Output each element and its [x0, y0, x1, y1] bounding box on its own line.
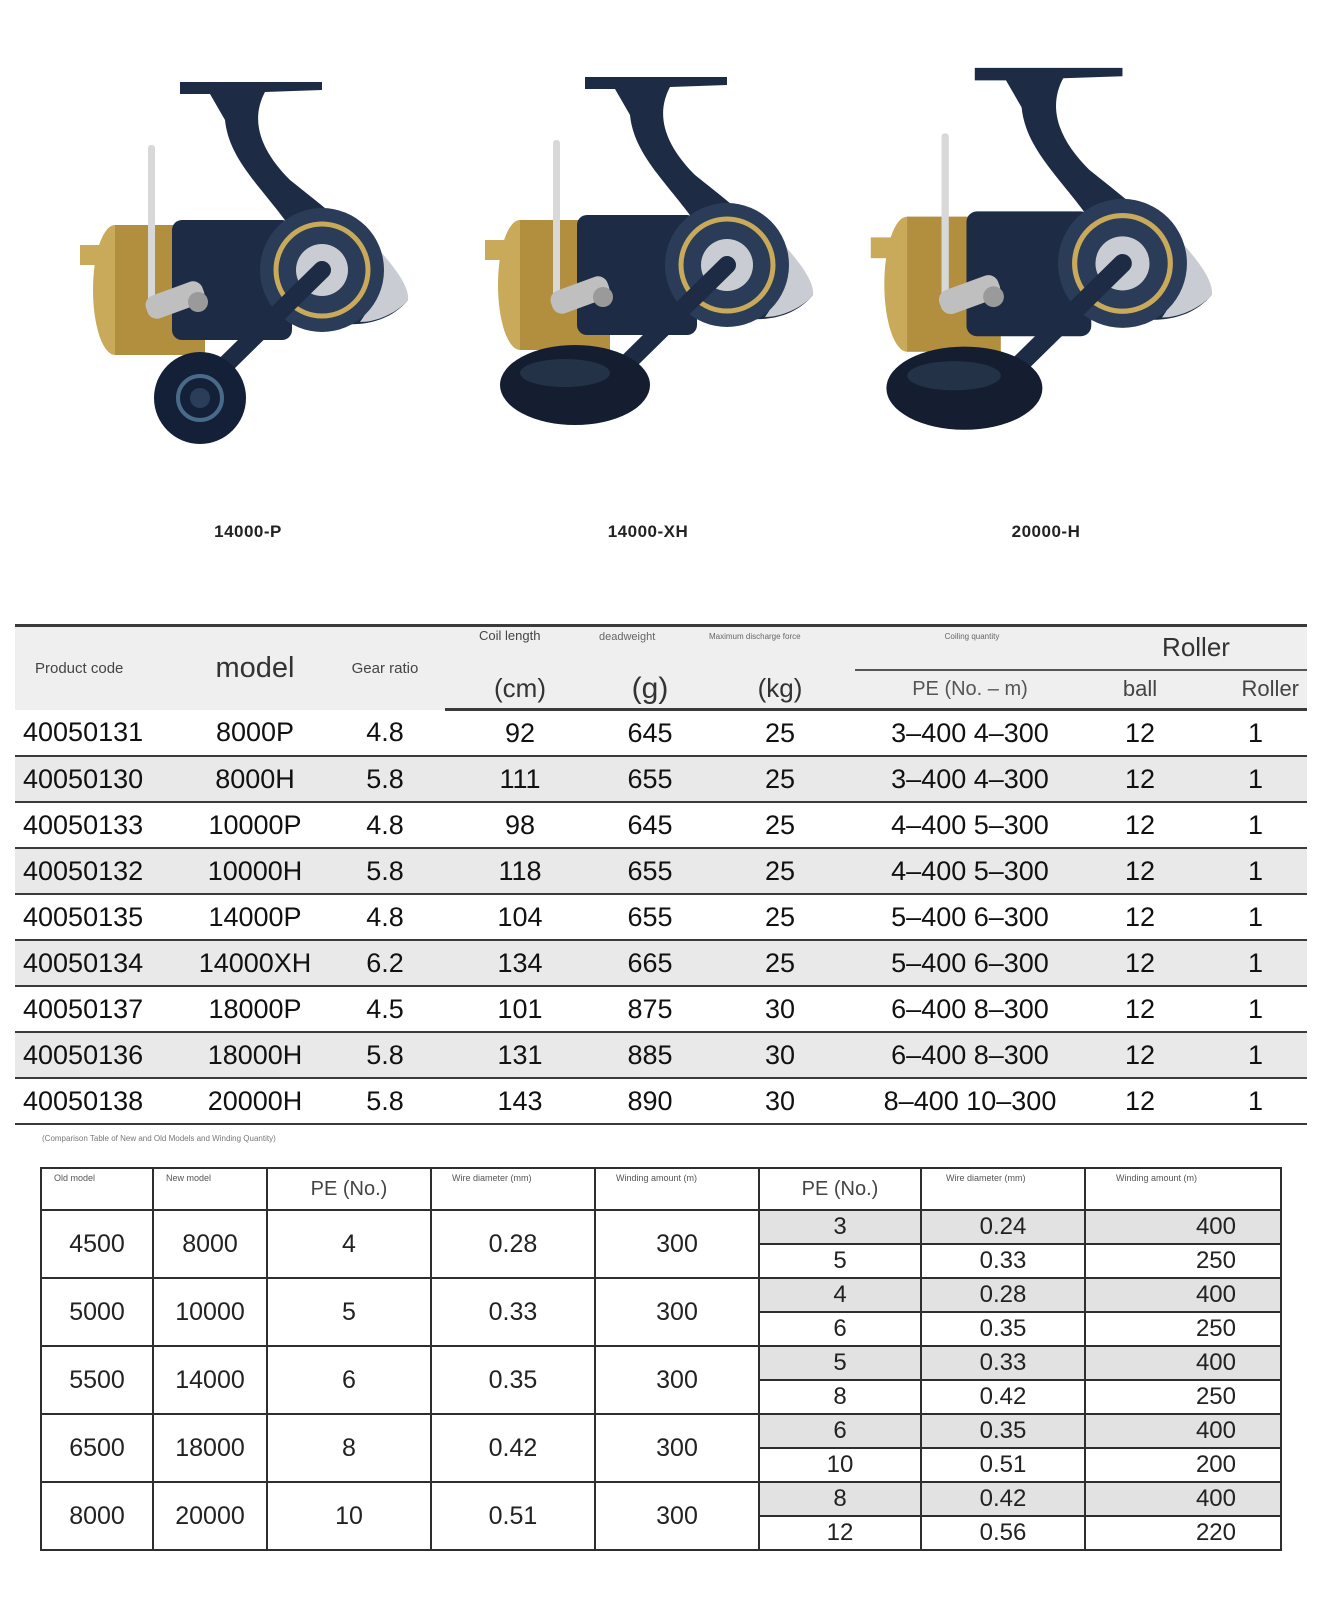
cmp-header-pe-alt: PE (No.)	[759, 1168, 921, 1210]
deadweight-cell: 655	[595, 894, 705, 940]
ball-count-cell: 12	[1085, 1078, 1195, 1124]
comparison-caption: (Comparison Table of New and Old Models and Winding Quantity)	[42, 1134, 276, 1143]
product-code-cell: 40050137	[15, 986, 185, 1032]
gear-ratio-cell: 5.8	[325, 1078, 445, 1124]
deadweight-cell: 645	[595, 710, 705, 757]
new-model-cell: 10000	[153, 1278, 267, 1346]
max-force-cell: 25	[705, 756, 855, 802]
spinning-reel-illustration	[850, 45, 1235, 461]
alt-winding-amount-cell: 400	[1085, 1346, 1281, 1380]
alt-wire-diameter-cell: 0.24	[921, 1210, 1085, 1244]
product-code-cell: 40050133	[15, 802, 185, 848]
alt-pe-cell: 6	[759, 1414, 921, 1448]
gear-ratio-cell: 6.2	[325, 940, 445, 986]
header-max-discharge: Maximum discharge force	[705, 626, 855, 670]
alt-winding-amount-cell: 400	[1085, 1414, 1281, 1448]
ball-count-cell: 12	[1085, 710, 1195, 757]
old-model-cell: 5000	[41, 1278, 153, 1346]
header-coil-length: Coil length	[445, 626, 595, 670]
header-roller-sub: Roller	[1195, 670, 1307, 710]
max-force-cell: 25	[705, 802, 855, 848]
roller-count-cell: 1	[1195, 710, 1307, 757]
roller-count-cell: 1	[1195, 940, 1307, 986]
alt-wire-diameter-cell: 0.35	[921, 1414, 1085, 1448]
comparison-row	[41, 1210, 1281, 1244]
header-pe-sub: PE (No. – m)	[855, 670, 1085, 710]
alt-winding-amount-cell: 250	[1085, 1244, 1281, 1278]
coil-length-cell: 134	[445, 940, 595, 986]
gear-ratio-cell: 4.8	[325, 802, 445, 848]
coil-length-cell: 92	[445, 710, 595, 757]
gear-ratio-cell: 4.8	[325, 894, 445, 940]
new-model-cell: 20000	[153, 1482, 267, 1550]
spinning-reel-illustration	[60, 60, 430, 460]
roller-count-cell: 1	[1195, 756, 1307, 802]
pe-capacity-cell: 6–400 8–300	[855, 1032, 1085, 1078]
pe-cell: 5	[267, 1278, 431, 1346]
spec-row	[15, 1078, 1307, 1124]
comparison-row	[41, 1414, 1281, 1448]
alt-winding-amount-cell: 400	[1085, 1210, 1281, 1244]
old-model-cell: 5500	[41, 1346, 153, 1414]
product-code-cell: 40050132	[15, 848, 185, 894]
alt-pe-cell: 6	[759, 1312, 921, 1346]
alt-winding-amount-cell: 400	[1085, 1482, 1281, 1516]
alt-winding-amount-cell: 400	[1085, 1278, 1281, 1312]
spec-row	[15, 986, 1307, 1032]
pe-capacity-cell: 5–400 6–300	[855, 940, 1085, 986]
max-force-cell: 30	[705, 1032, 855, 1078]
alt-wire-diameter-cell: 0.28	[921, 1278, 1085, 1312]
pe-capacity-cell: 4–400 5–300	[855, 848, 1085, 894]
comparison-row	[41, 1278, 1281, 1312]
cmp-header-wire-diameter: Wire diameter (mm)	[431, 1168, 595, 1210]
coil-length-cell: 101	[445, 986, 595, 1032]
coil-length-cell: 111	[445, 756, 595, 802]
max-force-cell: 25	[705, 940, 855, 986]
coil-length-cell: 131	[445, 1032, 595, 1078]
deadweight-cell: 665	[595, 940, 705, 986]
spec-row	[15, 710, 1307, 757]
deadweight-cell: 655	[595, 756, 705, 802]
pe-capacity-cell: 8–400 10–300	[855, 1078, 1085, 1124]
wire-diameter-cell: 0.51	[431, 1482, 595, 1550]
wire-diameter-cell: 0.33	[431, 1278, 595, 1346]
model-cell: 10000P	[185, 802, 325, 848]
old-model-cell: 4500	[41, 1210, 153, 1278]
deadweight-cell: 885	[595, 1032, 705, 1078]
header-force-unit: (kg)	[705, 670, 855, 710]
cmp-header-wire-diameter-alt: Wire diameter (mm)	[921, 1168, 1085, 1210]
wire-diameter-cell: 0.42	[431, 1414, 595, 1482]
gear-ratio-cell: 5.8	[325, 1032, 445, 1078]
pe-cell: 10	[267, 1482, 431, 1550]
roller-count-cell: 1	[1195, 986, 1307, 1032]
cmp-header-old-model: Old model	[41, 1168, 153, 1210]
alt-wire-diameter-cell: 0.33	[921, 1346, 1085, 1380]
alt-pe-cell: 12	[759, 1516, 921, 1550]
coil-length-cell: 104	[445, 894, 595, 940]
max-force-cell: 30	[705, 1078, 855, 1124]
max-force-cell: 25	[705, 848, 855, 894]
spec-row	[15, 802, 1307, 848]
deadweight-cell: 655	[595, 848, 705, 894]
alt-pe-cell: 5	[759, 1244, 921, 1278]
winding-amount-cell: 300	[595, 1414, 759, 1482]
cmp-header-winding-amount: Winding amount (m)	[595, 1168, 759, 1210]
comparison-table	[40, 1167, 1282, 1551]
alt-pe-cell: 4	[759, 1278, 921, 1312]
product-code-cell: 40050138	[15, 1078, 185, 1124]
alt-wire-diameter-cell: 0.35	[921, 1312, 1085, 1346]
reel-gallery	[0, 0, 1322, 560]
gear-ratio-cell: 4.8	[325, 710, 445, 757]
wire-diameter-cell: 0.35	[431, 1346, 595, 1414]
alt-winding-amount-cell: 250	[1085, 1312, 1281, 1346]
spec-row	[15, 848, 1307, 894]
winding-amount-cell: 300	[595, 1482, 759, 1550]
pe-cell: 8	[267, 1414, 431, 1482]
model-cell: 8000H	[185, 756, 325, 802]
gear-ratio-cell: 4.5	[325, 986, 445, 1032]
ball-count-cell: 12	[1085, 894, 1195, 940]
spinning-reel-illustration	[465, 55, 835, 455]
pe-cell: 4	[267, 1210, 431, 1278]
alt-wire-diameter-cell: 0.33	[921, 1244, 1085, 1278]
header-model: model	[185, 626, 325, 710]
old-model-cell: 6500	[41, 1414, 153, 1482]
header-ball: ball	[1085, 670, 1195, 710]
model-cell: 8000P	[185, 710, 325, 757]
comparison-row	[41, 1482, 1281, 1516]
roller-count-cell: 1	[1195, 848, 1307, 894]
model-cell: 20000H	[185, 1078, 325, 1124]
ball-count-cell: 12	[1085, 986, 1195, 1032]
alt-pe-cell: 5	[759, 1346, 921, 1380]
product-code-cell: 40050131	[15, 710, 185, 757]
alt-wire-diameter-cell: 0.51	[921, 1448, 1085, 1482]
spec-row	[15, 756, 1307, 802]
model-cell: 18000P	[185, 986, 325, 1032]
deadweight-cell: 875	[595, 986, 705, 1032]
old-model-cell: 8000	[41, 1482, 153, 1550]
spec-row	[15, 940, 1307, 986]
pe-capacity-cell: 3–400 4–300	[855, 756, 1085, 802]
header-deadweight-unit: (g)	[595, 670, 705, 710]
coil-length-cell: 143	[445, 1078, 595, 1124]
ball-count-cell: 12	[1085, 802, 1195, 848]
alt-winding-amount-cell: 250	[1085, 1380, 1281, 1414]
gear-ratio-cell: 5.8	[325, 848, 445, 894]
alt-wire-diameter-cell: 0.42	[921, 1482, 1085, 1516]
alt-wire-diameter-cell: 0.56	[921, 1516, 1085, 1550]
cmp-header-pe: PE (No.)	[267, 1168, 431, 1210]
alt-pe-cell: 10	[759, 1448, 921, 1482]
comparison-row	[41, 1346, 1281, 1380]
alt-pe-cell: 8	[759, 1482, 921, 1516]
reel-image-20000-h	[850, 45, 1235, 461]
pe-capacity-cell: 6–400 8–300	[855, 986, 1085, 1032]
product-code-cell: 40050135	[15, 894, 185, 940]
alt-winding-amount-cell: 200	[1085, 1448, 1281, 1482]
model-cell: 10000H	[185, 848, 325, 894]
alt-pe-cell: 8	[759, 1380, 921, 1414]
new-model-cell: 14000	[153, 1346, 267, 1414]
ball-count-cell: 12	[1085, 1032, 1195, 1078]
winding-amount-cell: 300	[595, 1346, 759, 1414]
pe-capacity-cell: 5–400 6–300	[855, 894, 1085, 940]
header-roller: Roller	[1085, 626, 1307, 670]
spec-row	[15, 1032, 1307, 1078]
cmp-header-new-model: New model	[153, 1168, 267, 1210]
coil-length-cell: 98	[445, 802, 595, 848]
reel-image-14000-xh	[465, 55, 835, 455]
spec-row	[15, 894, 1307, 940]
alt-pe-cell: 3	[759, 1210, 921, 1244]
winding-amount-cell: 300	[595, 1278, 759, 1346]
model-cell: 14000P	[185, 894, 325, 940]
model-cell: 14000XH	[185, 940, 325, 986]
product-code-cell: 40050136	[15, 1032, 185, 1078]
max-force-cell: 25	[705, 894, 855, 940]
ball-count-cell: 12	[1085, 756, 1195, 802]
alt-wire-diameter-cell: 0.42	[921, 1380, 1085, 1414]
header-coil-unit: (cm)	[445, 670, 595, 710]
max-force-cell: 25	[705, 710, 855, 757]
wire-diameter-cell: 0.28	[431, 1210, 595, 1278]
product-code-cell: 40050134	[15, 940, 185, 986]
header-gear-ratio: Gear ratio	[325, 626, 445, 710]
pe-capacity-cell: 3–400 4–300	[855, 710, 1085, 757]
deadweight-cell: 645	[595, 802, 705, 848]
reel-image-14000-p	[60, 60, 430, 460]
ball-count-cell: 12	[1085, 940, 1195, 986]
gear-ratio-cell: 5.8	[325, 756, 445, 802]
max-force-cell: 30	[705, 986, 855, 1032]
cmp-header-winding-amount-alt: Winding amount (m)	[1085, 1168, 1281, 1210]
pe-cell: 6	[267, 1346, 431, 1414]
reel-label-14000-xh: 14000-XH	[607, 522, 689, 541]
pe-capacity-cell: 4–400 5–300	[855, 802, 1085, 848]
spec-table	[15, 624, 1307, 1125]
ball-count-cell: 12	[1085, 848, 1195, 894]
new-model-cell: 18000	[153, 1414, 267, 1482]
header-coiling-quantity: Coiling quantity	[855, 626, 1085, 670]
new-model-cell: 8000	[153, 1210, 267, 1278]
header-deadweight: deadweight	[595, 626, 705, 670]
model-cell: 18000H	[185, 1032, 325, 1078]
roller-count-cell: 1	[1195, 894, 1307, 940]
roller-count-cell: 1	[1195, 802, 1307, 848]
deadweight-cell: 890	[595, 1078, 705, 1124]
roller-count-cell: 1	[1195, 1078, 1307, 1124]
roller-count-cell: 1	[1195, 1032, 1307, 1078]
winding-amount-cell: 300	[595, 1210, 759, 1278]
coil-length-cell: 118	[445, 848, 595, 894]
header-product-code: Product code	[15, 626, 185, 710]
reel-label-14000-p: 14000-P	[214, 522, 282, 541]
product-code-cell: 40050130	[15, 756, 185, 802]
alt-winding-amount-cell: 220	[1085, 1516, 1281, 1550]
reel-label-20000-h: 20000-H	[1011, 522, 1081, 541]
